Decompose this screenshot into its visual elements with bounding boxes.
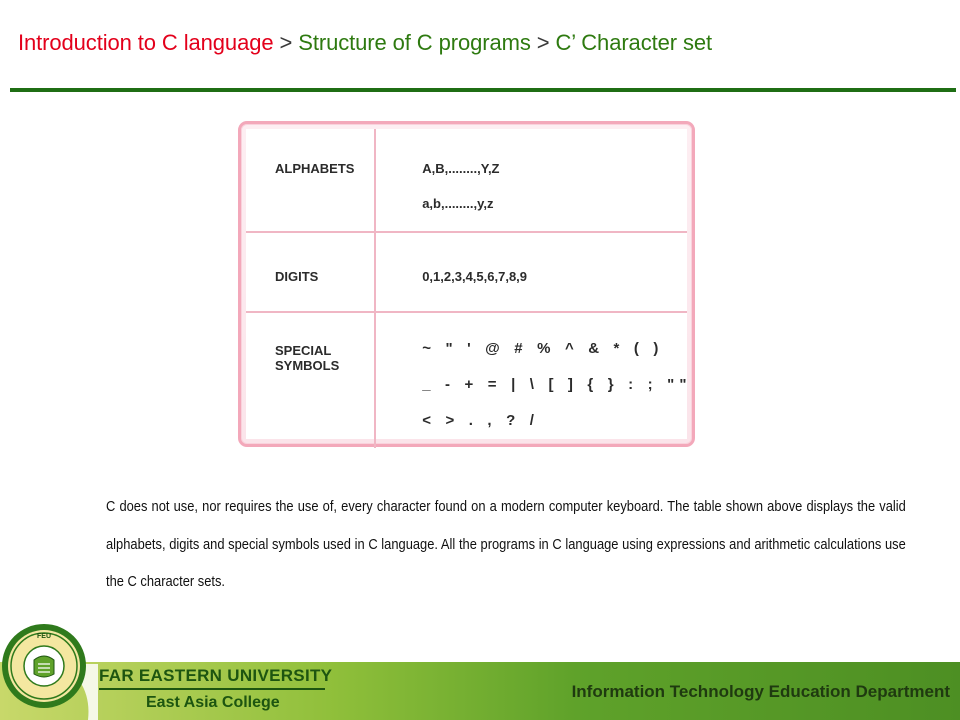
seal-text: FEU: [37, 633, 51, 640]
symbol-line: < > . , ? /: [422, 412, 535, 429]
university-name: FAR EASTERN UNIVERSITY: [99, 666, 333, 685]
table-row-special-symbols: [246, 312, 687, 448]
value-line: A,B,........,Y,Z: [422, 161, 500, 176]
value-line: 0,1,2,3,4,5,6,7,8,9: [422, 269, 528, 284]
breadcrumb-subtopic: C’ Character set: [555, 30, 713, 55]
breadcrumb-course: Introduction to C language: [18, 30, 274, 55]
university-seal-icon: [0, 608, 90, 720]
category-label: SPECIAL SYMBOLS: [246, 312, 375, 448]
category-label: DIGITS: [246, 232, 375, 312]
department-name: Information Technology Education Department: [571, 682, 950, 701]
breadcrumb-topic: Structure of C programs: [298, 30, 531, 55]
character-set-table: [246, 129, 687, 448]
category-label: ALPHABETS: [246, 129, 375, 232]
breadcrumb-separator: >: [273, 30, 299, 55]
symbol-line: _ - + = | \ [ ] { } : ; " ": [422, 376, 687, 393]
symbol-line: ~ " ' @ # % ^ & * ( ): [422, 340, 659, 357]
breadcrumb: [18, 30, 712, 56]
university-underline: [99, 688, 325, 690]
value-line: a,b,........,y,z: [422, 196, 494, 211]
title-divider: [10, 88, 956, 92]
description-paragraph: C does not use, nor requires the use of, every character found on a modern computer keyboard. The table shown above displays the valid alphabets, digits and special symbols used in C language. All the programs in C language using expressions and arithmetic calculations use the C character sets.: [106, 498, 906, 590]
category-values: [375, 312, 687, 448]
table-row-alphabets: [246, 129, 687, 232]
college-name: East Asia College: [146, 694, 280, 711]
breadcrumb-separator: >: [530, 30, 556, 55]
character-set-table-frame: [238, 121, 695, 447]
character-set-table-panel: [246, 129, 687, 439]
category-values: [375, 232, 687, 312]
table-row-digits: [246, 232, 687, 312]
category-values: [375, 129, 687, 232]
